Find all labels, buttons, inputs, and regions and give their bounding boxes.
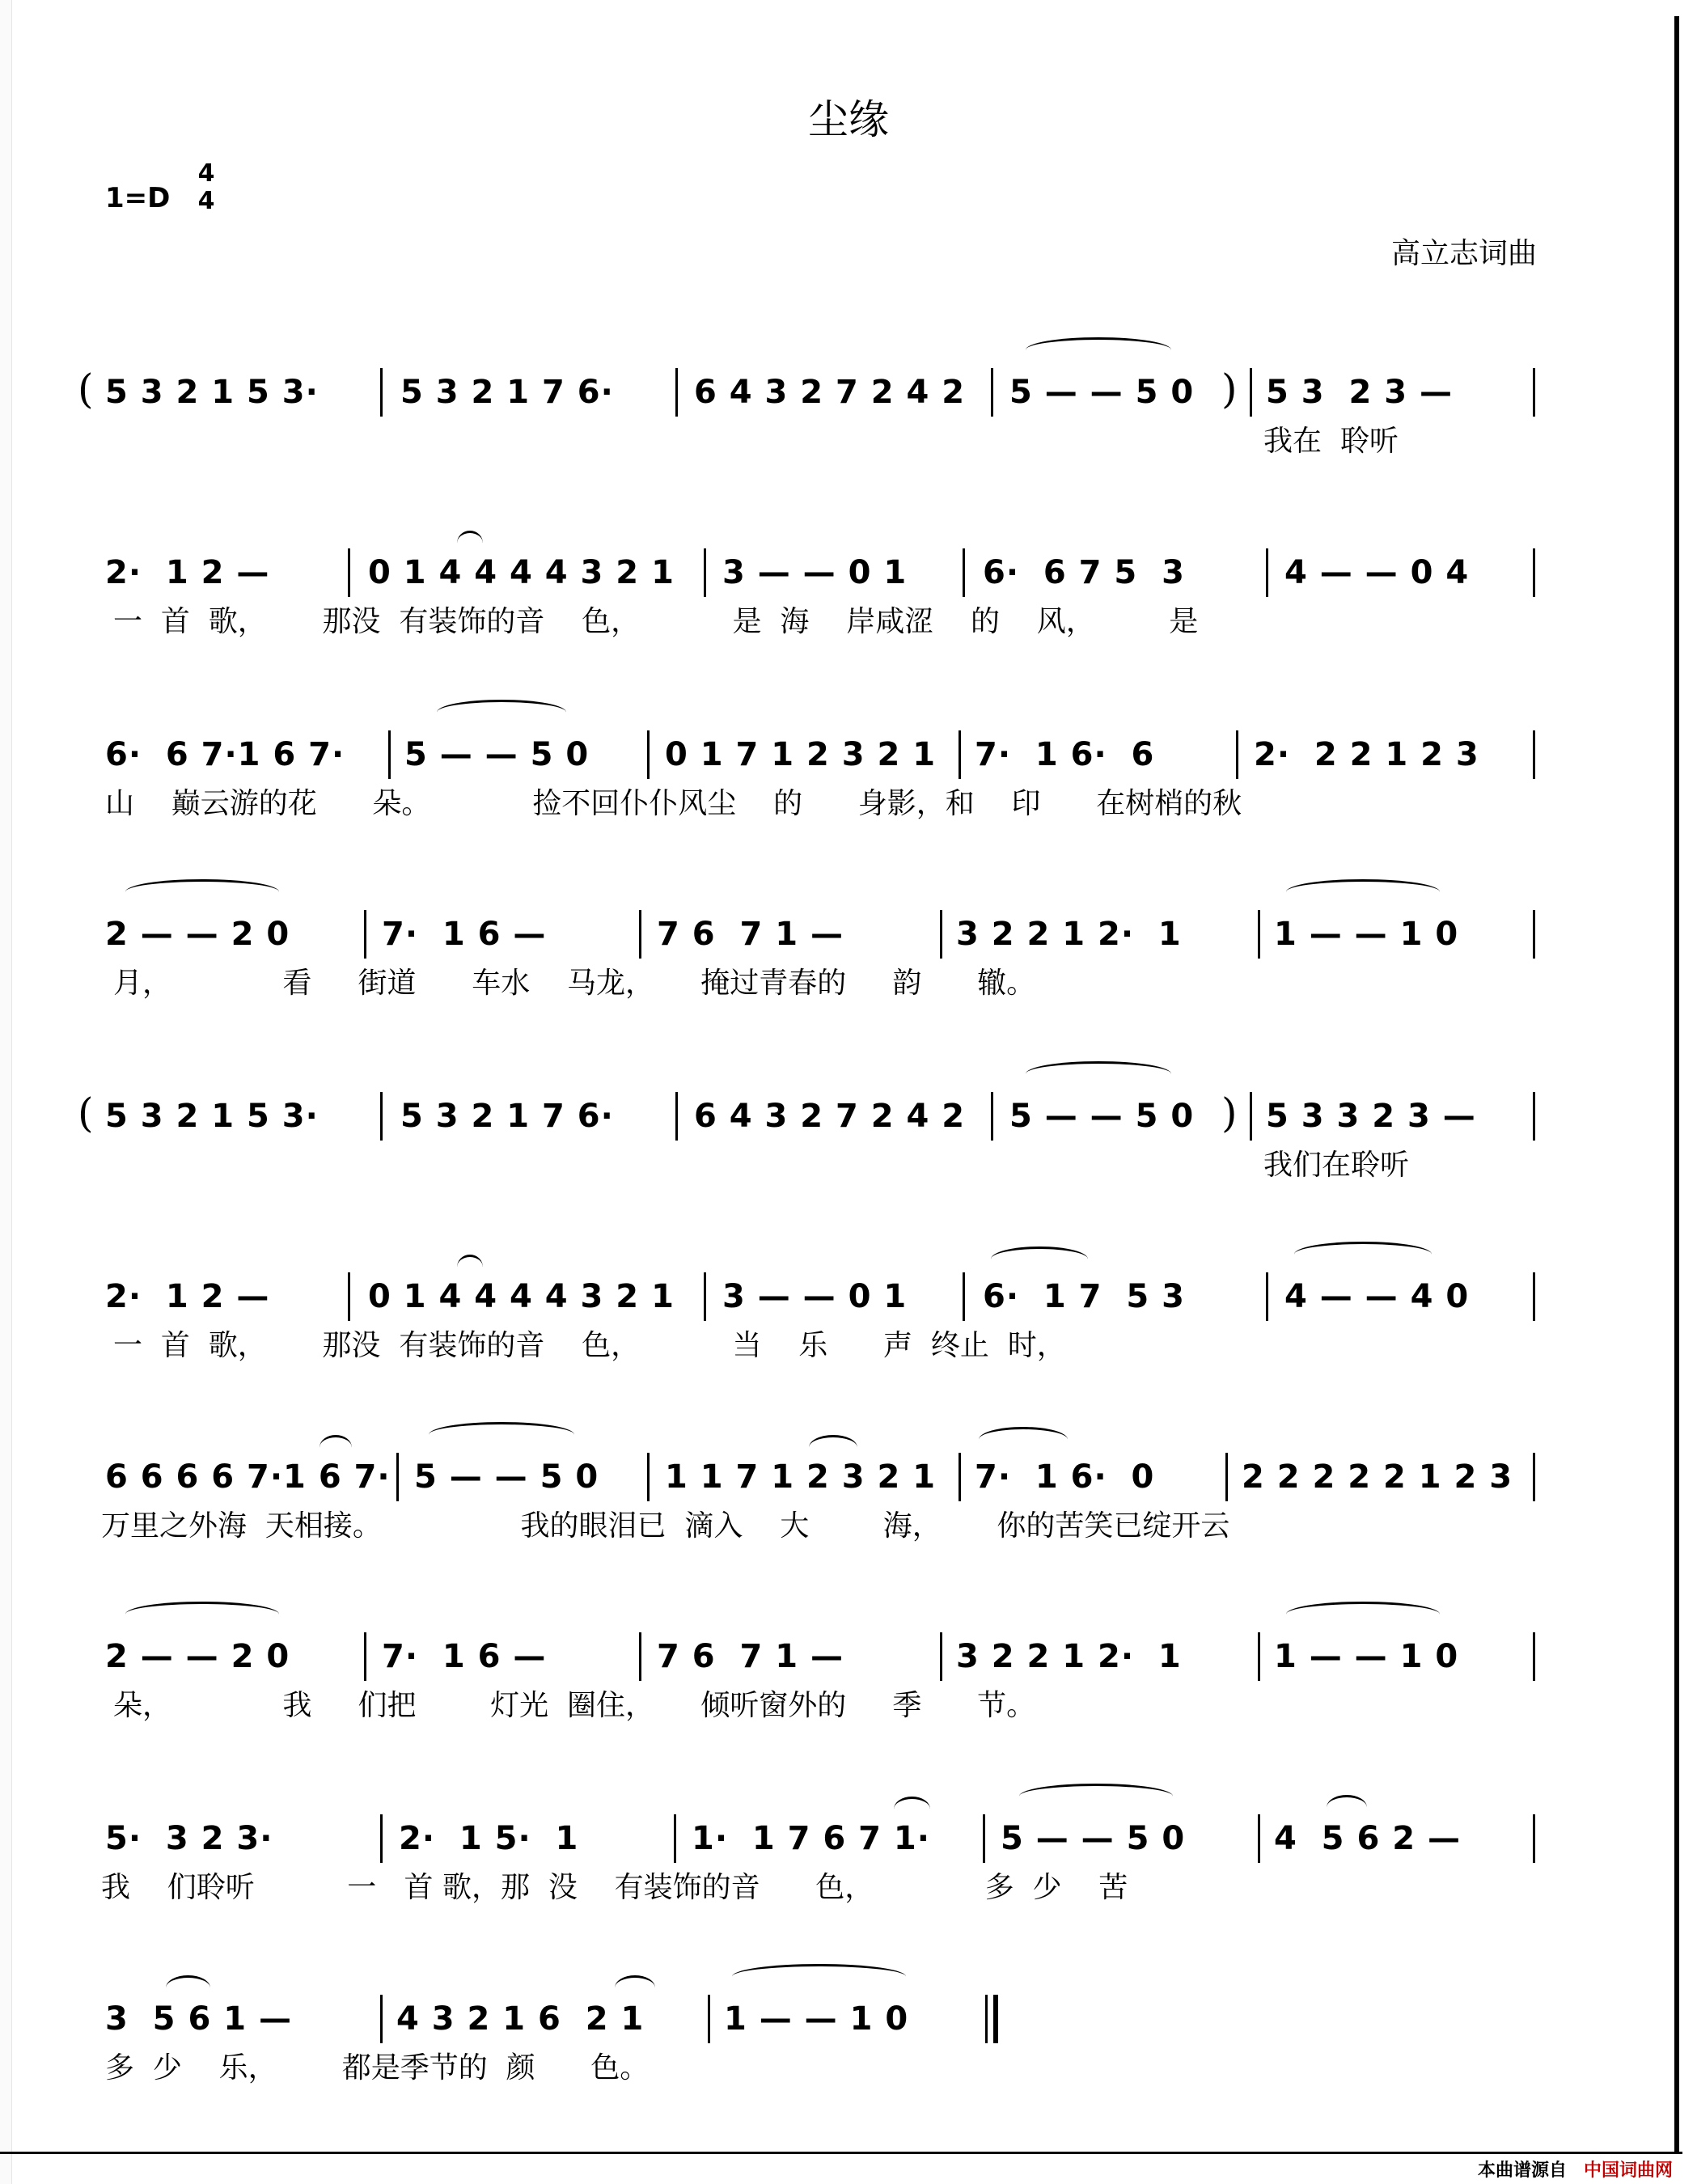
barline	[364, 1632, 366, 1681]
slur	[1286, 879, 1440, 904]
barline	[991, 368, 993, 417]
time-signature-numerator: 4	[197, 159, 215, 188]
measure: 4 — — 0 4	[1284, 554, 1470, 591]
barline	[364, 910, 366, 959]
lyric-line: 一 首 歌， 那没 有装饰的音 色， 是 海 岸咸涩 的 风， 是	[113, 605, 1199, 638]
barline	[940, 910, 942, 959]
measure: 3 — — 0 1	[722, 554, 908, 591]
barline	[380, 1995, 383, 2043]
lyric-line: 我 们聆听 一 首 歌，那 没 有装饰的音 色， 多 少 苦	[101, 1871, 1128, 1904]
measure: 3 — — 0 1	[722, 1278, 908, 1315]
measure: 5 3 2 1 5 3·	[105, 1098, 319, 1135]
barline	[963, 548, 965, 597]
barline	[1533, 730, 1535, 779]
source-label: 本曲谱源自	[1477, 2161, 1567, 2181]
final-barline-thin	[985, 1995, 988, 2043]
barline	[1533, 1453, 1535, 1501]
lyric-line: 朵， 我 们把 灯光 圈住， 倾听窗外的 季 节。	[113, 1689, 1036, 1722]
barline	[675, 1092, 678, 1141]
measure: 7 6 7 1 —	[657, 916, 844, 953]
barline	[396, 1453, 399, 1501]
score-system-6	[0, 1272, 1697, 1434]
measure: 0 1 7 1 2 3 2 1	[665, 736, 937, 773]
barline	[647, 1453, 650, 1501]
barline	[983, 1814, 985, 1863]
time-signature	[194, 160, 218, 215]
measure: 0 1 4 4 4 4 3 2 1	[368, 1278, 675, 1315]
measure: 2· 1 2 —	[105, 1278, 270, 1315]
barline	[708, 1995, 710, 2043]
measure: 1 1 7 1 2 3 2 1	[665, 1458, 937, 1496]
measure: 6 6 6 6 7·1 6 7·	[105, 1458, 391, 1496]
measure: 7 6 7 1 —	[657, 1638, 844, 1675]
measure: 6· 6 7 5 3	[983, 554, 1185, 591]
song-title: 尘缘	[808, 96, 889, 143]
slur	[991, 1246, 1088, 1272]
slur	[437, 700, 566, 725]
measure: 1 — — 1 0	[1274, 916, 1459, 953]
measure: 5 3 2 1 7 6·	[400, 374, 614, 411]
barline	[1266, 1272, 1268, 1321]
barline	[963, 1272, 965, 1321]
slur	[1286, 1602, 1440, 1627]
open-paren: (	[78, 366, 94, 413]
barline	[1258, 1814, 1260, 1863]
measure: 7· 1 6· 0	[975, 1458, 1155, 1496]
score-system-1	[0, 368, 1697, 530]
slur	[1294, 1242, 1432, 1267]
barline	[1533, 910, 1535, 959]
key-signature: 1=D	[105, 182, 171, 214]
barline	[1225, 1453, 1228, 1501]
measure: 2· 1 5· 1	[399, 1820, 579, 1857]
source-site-link[interactable]: 中国词曲网	[1583, 2161, 1673, 2181]
open-paren: (	[78, 1090, 94, 1136]
measure: 6 4 3 2 7 2 4 2	[694, 1098, 966, 1135]
barline	[991, 1092, 993, 1141]
measure: 2 2 2 2 2 1 2 3	[1242, 1458, 1513, 1496]
measure: 5 — — 5 0	[1001, 1820, 1186, 1857]
lyric-line: 我在 聆听	[1263, 425, 1399, 458]
barline	[1533, 368, 1535, 417]
score-system-8	[0, 1632, 1697, 1794]
measure: 6· 1 7 5 3	[983, 1278, 1185, 1315]
measure: 6· 6 7·1 6 7·	[105, 736, 345, 773]
barline	[639, 1632, 641, 1681]
measure: 7· 1 6 —	[382, 1638, 547, 1675]
barline	[380, 368, 383, 417]
measure: 5 — — 5 0	[404, 736, 590, 773]
slur	[1019, 1784, 1173, 1809]
measure: 2· 1 2 —	[105, 554, 270, 591]
barline	[959, 730, 961, 779]
measure: 3 2 2 1 2· 1	[956, 1638, 1182, 1675]
slur	[125, 879, 279, 904]
barline	[388, 730, 391, 779]
barline	[1258, 910, 1260, 959]
score-system-5	[0, 1092, 1697, 1254]
barline	[959, 1453, 961, 1501]
score-system-4	[0, 910, 1697, 1072]
barline	[1533, 1272, 1535, 1321]
slur	[979, 1427, 1068, 1452]
measure: 7· 1 6· 6	[975, 736, 1155, 773]
measure: 1 — — 1 0	[1274, 1638, 1459, 1675]
barline	[1250, 1092, 1252, 1141]
measure: 4 3 2 1 6 2 1	[396, 2000, 645, 2038]
measure: 5 — — 5 0	[1009, 374, 1195, 411]
slur	[125, 1602, 279, 1627]
measure: 5 3 3 2 3 —	[1266, 1098, 1476, 1135]
measure: 5 3 2 1 5 3·	[105, 374, 319, 411]
barline	[674, 1814, 676, 1863]
close-paren: )	[1221, 1090, 1238, 1136]
lyric-line: 多 少 乐， 都是季节的 颜 色。	[105, 2051, 650, 2085]
measure: 3 2 2 1 2· 1	[956, 916, 1182, 953]
slur	[1026, 337, 1171, 362]
lyric-line: 一 首 歌， 那没 有装饰的音 色， 当 乐 声 终止 时，	[113, 1329, 1066, 1362]
measure: 5 3 2 3 —	[1266, 374, 1453, 411]
barline	[647, 730, 650, 779]
lyric-line: 万里之外海 天相接。 我的眼泪已 滴入 大 海， 你的苦笑已绽开云	[101, 1509, 1230, 1543]
score-system-10	[0, 1995, 1697, 2156]
score-system-3	[0, 730, 1697, 892]
barline	[1533, 1814, 1535, 1863]
barline	[1236, 730, 1238, 779]
measure: 2 — — 2 0	[105, 1638, 290, 1675]
measure: 1· 1 7 6 7 1·	[692, 1820, 930, 1857]
score-system-2	[0, 548, 1697, 710]
barline	[380, 1092, 383, 1141]
score-system-7	[0, 1453, 1697, 1615]
barline	[380, 1814, 383, 1863]
slur	[429, 1422, 574, 1447]
measure: 5· 3 2 3·	[105, 1820, 273, 1857]
measure: 2· 2 2 1 2 3	[1254, 736, 1479, 773]
time-signature-denominator: 4	[197, 187, 215, 215]
measure: 0 1 4 4 4 4 3 2 1	[368, 554, 675, 591]
slur	[732, 1964, 906, 1989]
slur	[1026, 1061, 1171, 1086]
measure: 1 — — 1 0	[724, 2000, 909, 2038]
barline	[639, 910, 641, 959]
barline	[1266, 548, 1268, 597]
measure: 6 4 3 2 7 2 4 2	[694, 374, 966, 411]
barline	[348, 548, 350, 597]
barline	[348, 1272, 350, 1321]
score-system-9	[0, 1814, 1697, 1976]
source-footer	[1478, 2156, 1673, 2182]
barline	[704, 1272, 706, 1321]
barline	[1533, 1092, 1535, 1141]
lyric-line: 月， 看 街道 车水 马龙， 掩过青春的 韵 辙。	[113, 967, 1036, 1000]
measure: 7· 1 6 —	[382, 916, 547, 953]
barline	[675, 368, 678, 417]
measure: 2 — — 2 0	[105, 916, 290, 953]
close-paren: )	[1221, 366, 1238, 413]
lyric-line: 山 巅云游的花 朵。 捡不回仆仆风尘 的 身影，和 印 在树梢的秋	[105, 787, 1242, 820]
measure: 3 5 6 1 —	[105, 2000, 292, 2038]
barline	[1533, 1632, 1535, 1681]
measure: 4 5 6 2 —	[1274, 1820, 1461, 1857]
final-barline-thick	[993, 1995, 998, 2043]
barline	[940, 1632, 942, 1681]
lyric-line: 我们在聆听	[1263, 1149, 1410, 1182]
barline	[704, 548, 706, 597]
barline	[1533, 548, 1535, 597]
composer-credit: 高立志词曲	[1390, 237, 1537, 270]
measure: 5 — — 5 0	[1009, 1098, 1195, 1135]
measure: 5 3 2 1 7 6·	[400, 1098, 614, 1135]
measure: 5 — — 5 0	[414, 1458, 599, 1496]
barline	[1258, 1632, 1260, 1681]
measure: 4 — — 4 0	[1284, 1278, 1470, 1315]
barline	[1250, 368, 1252, 417]
